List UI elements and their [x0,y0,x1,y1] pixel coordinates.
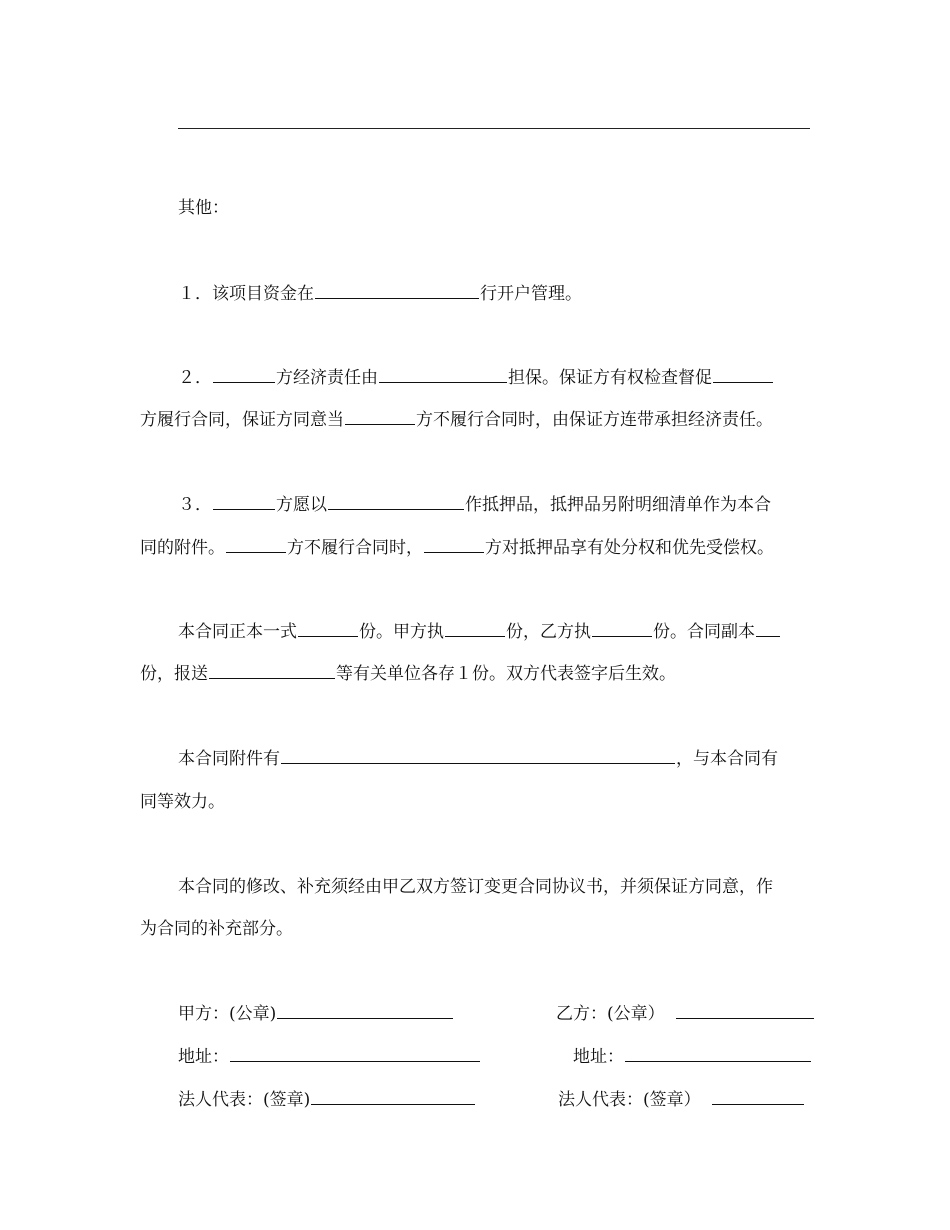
attachments-blank[interactable] [281,747,675,764]
party-a-rep: 法人代表：(签章) [178,1088,476,1112]
copies-line-1: 本合同正本一式 份。甲方执 份，乙方执 份。合同副本 [178,620,781,644]
recipients-blank[interactable] [209,662,335,679]
bank-blank[interactable] [315,282,479,299]
amendment-line-1: 本合同的修改、补充须经由甲乙双方签订变更合同协议书，并须保证方同意，作 [178,877,773,897]
clause-2-number: ２． [178,368,212,388]
original-copies-blank[interactable] [298,620,358,637]
party-a-seal-blank[interactable] [277,1002,453,1019]
party-a-rep-blank[interactable] [311,1088,475,1105]
party-a-address: 地址： [178,1045,481,1069]
clause-3-line-1: ３． 方愿以 作抵押品，抵押品另附明细清单作为本合 [178,495,771,515]
party-blank[interactable] [424,536,484,553]
party-a-copies-blank[interactable] [445,620,505,637]
section-title: 其他： [178,198,229,218]
party-blank[interactable] [213,366,275,383]
clause-3-number: ３． [178,495,212,515]
party-b-rep-blank[interactable] [712,1088,804,1105]
collateral-blank[interactable] [328,493,464,510]
party-blank[interactable] [345,408,415,425]
party-a-address-blank[interactable] [230,1045,480,1062]
party-blank[interactable] [213,493,275,510]
party-blank[interactable] [226,536,286,553]
party-b-address-blank[interactable] [625,1045,811,1062]
top-rule [178,128,810,129]
clause-2-line-1: ２． 方经济责任由 担保。保证方有权检查督促 [178,366,774,390]
party-b-seal-blank[interactable] [676,1002,814,1019]
party-blank[interactable] [713,366,773,383]
party-b-address: 地址： [573,1045,812,1069]
copies-line-2: 份，报送 等有关单位各存１份。双方代表签字后生效。 [140,664,676,684]
party-b-copies-blank[interactable] [592,620,652,637]
clause-2-line-2: 方履行合同，保证方同意当 方不履行合同时，由保证方连带承担经济责任。 [140,410,773,430]
party-b-seal: 乙方：(公章） [556,1002,815,1026]
clause-1: １．该项目资金在 行开户管理。 [178,284,582,304]
party-b-rep: 法人代表：(签章） [558,1088,805,1112]
clause-1-number: １． [178,284,212,304]
guarantor-blank[interactable] [379,366,507,383]
clause-3-line-2: 同的附件。 方不履行合同时， 方对抵押品享有处分权和优先受偿权。 [140,538,774,558]
attachments-line-1: 本合同附件有 ，与本合同有 [178,749,778,769]
party-a-seal: 甲方：(公章) [178,1002,454,1026]
amendment-line-2: 为合同的补充部分。 [140,919,293,939]
duplicate-copies-blank[interactable] [756,620,780,637]
attachments-line-2: 同等效力。 [140,792,225,812]
